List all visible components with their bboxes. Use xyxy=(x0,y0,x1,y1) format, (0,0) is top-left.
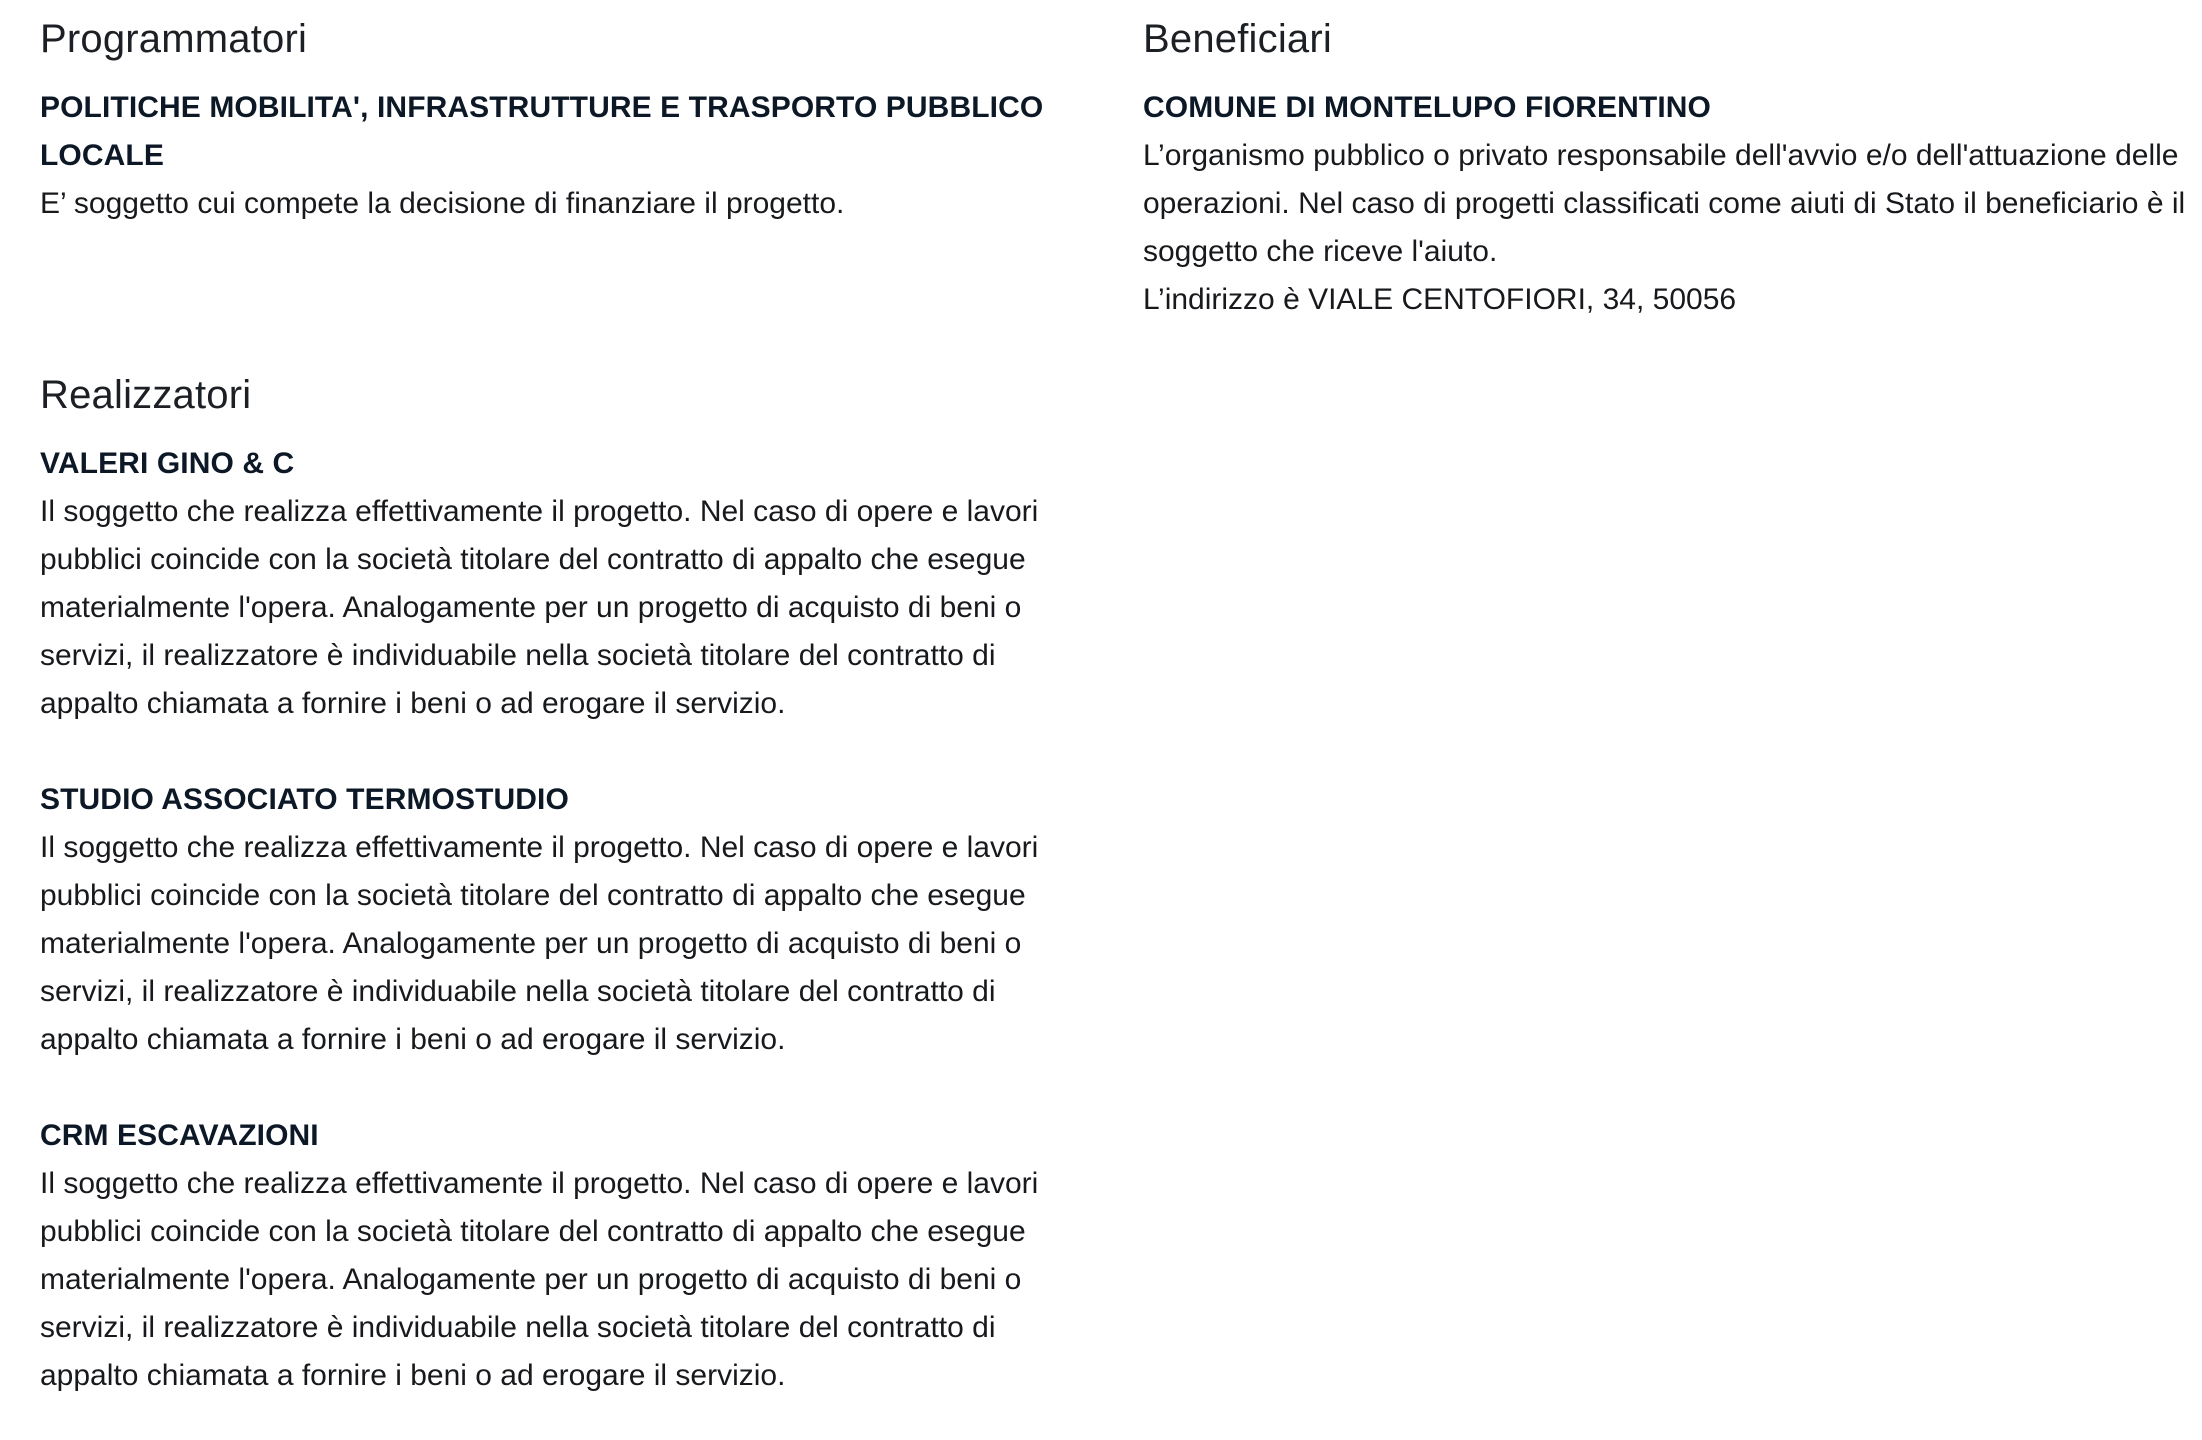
programmatore-description: E’ soggetto cui compete la decisione di finanziare il progetto. xyxy=(40,187,845,220)
beneficiari-title: Beneficiari xyxy=(1143,17,1332,61)
programmatore-item xyxy=(40,84,1100,228)
realizzatore-name: CRM ESCAVAZIONI xyxy=(40,1119,319,1152)
realizzatore-item xyxy=(40,440,1100,728)
realizzatore-name: VALERI GINO & C xyxy=(40,447,295,480)
realizzatori-title: Realizzatori xyxy=(40,373,252,417)
realizzatore-description: Il soggetto che realizza effettivamente il progetto. Nel caso di opere e lavori pubblici coincide con la società titolare del contratto di appalto che esegue materialmente l'opera. Analogamente per un progetto di acquisto di beni o servizi, il realizzatore è individuabile nella società titolare del contratto di appalto chiamata a fornire i beni o ad erogare il servizio. xyxy=(40,831,1039,1056)
programmatore-name: POLITICHE MOBILITA', INFRASTRUTTURE E TRASPORTO PUBBLICO LOCALE xyxy=(40,91,1044,172)
realizzatore-description: Il soggetto che realizza effettivamente il progetto. Nel caso di opere e lavori pubblici coincide con la società titolare del contratto di appalto che esegue materialmente l'opera. Analogamente per un progetto di acquisto di beni o servizi, il realizzatore è individuabile nella società titolare del contratto di appalto chiamata a fornire i beni o ad erogare il servizio. xyxy=(40,495,1039,720)
realizzatore-name: STUDIO ASSOCIATO TERMOSTUDIO xyxy=(40,783,569,816)
beneficiario-description: L’organismo pubblico o privato responsabile dell'avvio e/o dell'attuazione delle operazioni. Nel caso di progetti classificati come aiuti di Stato il beneficiario è il soggetto che riceve l'aiuto. xyxy=(1143,139,2186,268)
beneficiario-address: L’indirizzo è VIALE CENTOFIORI, 34, 50056 xyxy=(1143,283,1737,316)
project-subjects-page xyxy=(40,0,2186,1440)
realizzatore-item xyxy=(40,776,1100,1064)
beneficiari-section xyxy=(1143,0,2202,324)
programmatori-title: Programmatori xyxy=(40,17,308,61)
programmatori-section xyxy=(40,0,1100,228)
realizzatore-description: Il soggetto che realizza effettivamente il progetto. Nel caso di opere e lavori pubblici coincide con la società titolare del contratto di appalto che esegue materialmente l'opera. Analogamente per un progetto di acquisto di beni o servizi, il realizzatore è individuabile nella società titolare del contratto di appalto chiamata a fornire i beni o ad erogare il servizio. xyxy=(40,1167,1039,1392)
beneficiario-name: COMUNE DI MONTELUPO FIORENTINO xyxy=(1143,91,1711,124)
realizzatori-section xyxy=(40,356,1100,1400)
realizzatore-item xyxy=(40,1112,1100,1400)
beneficiario-item xyxy=(1143,84,2202,324)
